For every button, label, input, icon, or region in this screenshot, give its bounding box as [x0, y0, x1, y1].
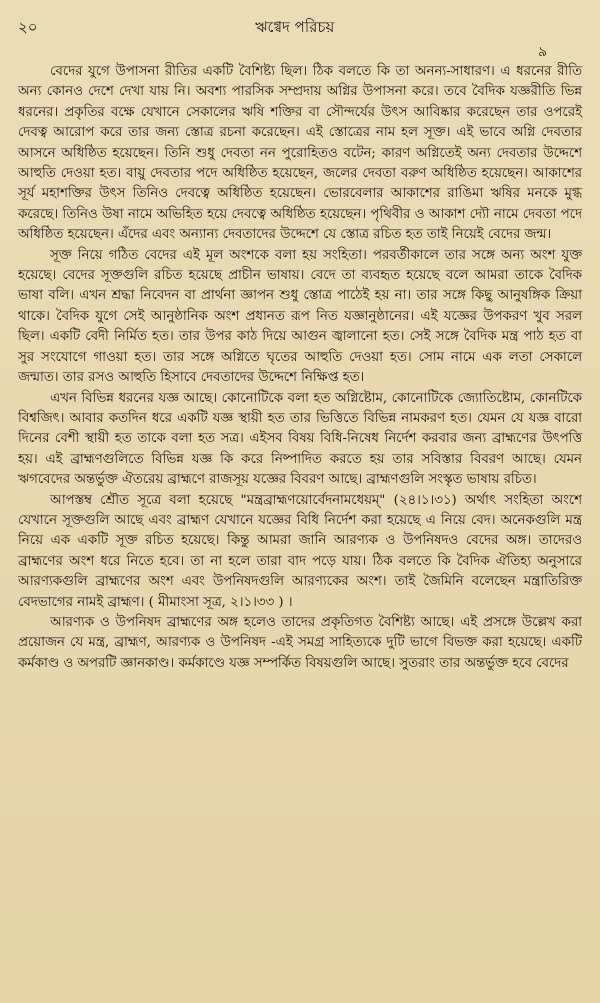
paragraph-2: সূক্ত নিয়ে গঠিত বেদের এই মূল অংশকে বলা হয় সংহিতা। পরবর্তীকালে তার সঙ্গে অন্য অংশ যুক্ত হয়েছে। বেদের সূক্তগুলি রচিত হয়েছে প্রাচীন ভাষায়। বেদে তা ব্যবহৃত হয়েছে বলে আমরা তাকে বৈদিক ভাষা বলি। এখন শ্রদ্ধা নিবেদন বা প্রার্থনা জ্ঞাপন শুধু স্তোত্র পাঠেই হয় না। তার সঙ্গে কিছু আনুষঙ্গিক ক্রিয়া থাকে। বৈদিক যুগে সেই আনুষ্ঠানিক অংশ প্রধানত রূপ নিত যজ্ঞানুষ্ঠানের। এই যজ্ঞের উপকরণ খুব সরল ছিল। একটি বেদী নির্মিত হত। তার উপর কাঠ দিয়ে আগুন জ্বালানো হত। সেই সঙ্গে বৈদিক মন্ত্র পাঠ হত বা সুর সংযোগে গাওয়া হত। তার সঙ্গে অগ্নিতে ঘৃতের আহুতি দেওয়া হত। সোম নামে এক লতা সেকালে জন্মাত। তার রসও আহুতি হিসাবে দেবতাদের উদ্দেশে নিক্ষিপ্ত হত।: [18, 247, 582, 386]
margin-mark: ৯: [538, 44, 548, 60]
paragraph-4: আপস্তম্ব শ্রৌত সূত্রে বলা হয়েছে "মন্ত্রব্রাহ্মণয়োর্বেদনামধেয়ম্" (২৪।১।৩১) অর্থাৎ সংহিতা অংশে যেখানে সূক্তগুলি আছে এবং ব্রাহ্মণ যেখানে যজ্ঞের বিধি নির্দেশ করা হয়েছে এ নিয়ে বেদ। অনেকগুলি মন্ত্র নিয়ে এক একটি সূক্ত রচিত হয়েছে। কিন্তু আমরা জানি আরণ্যক ও উপনিষদও বেদের অঙ্গ। তাদেরও ব্রাহ্মণের অংশ ধরে নিতে হবে। তা না হলে তারা বাদ পড়ে যায়। ঠিক বলতে কি বৈদিক ঐতিহ্য অনুসারে আরণ্যকগুলি ব্রাহ্মণের অংশ এবং উপনিষদগুলি আরণ্যকের অংশ। তাই জৈমিনি বলেছেন মন্ত্রাতিরিক্ত বেদভাগের নামই ব্রাহ্মণ। ( মীমাংসা সূত্র, ২।১।৩৩ ) ।: [18, 492, 582, 610]
paragraph-5: আরণ্যক ও উপনিষদ ব্রাহ্মণের অঙ্গ হলেও তাদের প্রকৃতিগত বৈশিষ্ট্য আছে। এই প্রসঙ্গে উল্লেখ করা প্রয়োজন যে মন্ত্র, ব্রাহ্মণ, আরণ্যক ও উপনিষদ -এই সমগ্র সাহিত্যকে দুটি ভাগে বিভক্ত করা হয়েছে। একটি কর্মকাণ্ড ও অপরটি জ্ঞানকাণ্ড। কর্মকাণ্ডে যজ্ঞ সম্পর্কিত বিষয়গুলি আছে। সুতরাং তার অন্তর্ভুক্ত হবে বেদের: [18, 614, 582, 671]
paragraph-1: বেদের যুগে উপাসনা রীতির একটি বৈশিষ্ট্য ছিল। ঠিক বলতে কি তা অনন্য-সাধারণ। এ ধরনের রীতি অন্য কোনও দেশে দেখা যায় নি। অবশ্য পারসিক সম্প্রদায় অগ্নির উপাসনা করে। তবে বৈদিক যজ্ঞরীতি ভিন্ন ধরনের। প্রকৃতির বক্ষে যেখানে সেকালের ঋষি শক্তির বা সৌন্দর্যের উৎস আবিষ্কার করেছেন তার ওপরেই দেবত্ব আরোপ করে তার জন্য স্তোত্র রচনা করেছেন। এই স্তোত্রের নাম হল সূক্ত। এই ভাবে অগ্নি দেবতার আসনে অধিষ্ঠিত হয়েছেন। তিনি শুধু দেবতা নন পুরোহিতও বটেন; কারণ অগ্নিতেই অন্য দেবতার উদ্দেশে আহুতি দেওয়া হত। বায়ু দেবতার পদে অধিষ্ঠিত হয়েছেন, জলের দেবতা বরুণ অধিষ্ঠিত হয়েছেন। আকাশের সূর্য মহাশক্তির উৎস তিনিও দেবত্বে অধিষ্ঠিত হয়েছেন। ভোরবেলার আকাশের রাঙিমা ঋষির মনকে মুগ্ধ করেছে। তিনিও উষা নামে অভিহিত হয়ে দেবত্বে অধিষ্ঠিত হয়েছেন। পৃথিবীর ও আকাশ দ্যৌ নামে দেবতা পদে অধিষ্ঠিত হয়েছেন। এঁদের এবং অন্যান্য দেবতাদের উদ্দেশে যে স্তোত্র রচিত হত তাই নিয়েই বেদের জন্ম।: [18, 64, 582, 243]
running-header: [18, 16, 582, 40]
paragraph-3: এখন বিভিন্ন ধরনের যজ্ঞ আছে। কোনোটিকে বলা হত অগ্নিষ্টোম, কোনোটিকে জ্যোতিষ্টোম, কোনটিকে বিশ্বজিৎ। আবার কতদিন ধরে একটি যজ্ঞ স্থায়ী হত তার ভিত্তিতে বিভিন্ন নামকরণ হত। যেমন যে যজ্ঞ বারো দিনের বেশী স্থায়ী হত তাকে বলা হত সত্র। এইসব বিষয় বিধি-নিষেধ নির্দেশ করবার জন্য ব্রাহ্মণের উৎপত্তি হয়। এই ব্রাহ্মণগুলিতে বিভিন্ন যজ্ঞ কি করে নিষ্পাদিত করতে হয় তার সবিস্তার বিবরণ আছে। যেমন ঋগবেদের অন্তর্ভুক্ত ঐতরেয় ব্রাহ্মণে রাজসূয় যজ্ঞের বিবরণ আছে। ব্রাহ্মণগুলি সংস্কৃত ভাষায় রচিত।: [18, 390, 582, 488]
running-title: ঋগ্বেদ পরিচয়: [255, 17, 335, 36]
page-number: ২০: [18, 17, 38, 36]
